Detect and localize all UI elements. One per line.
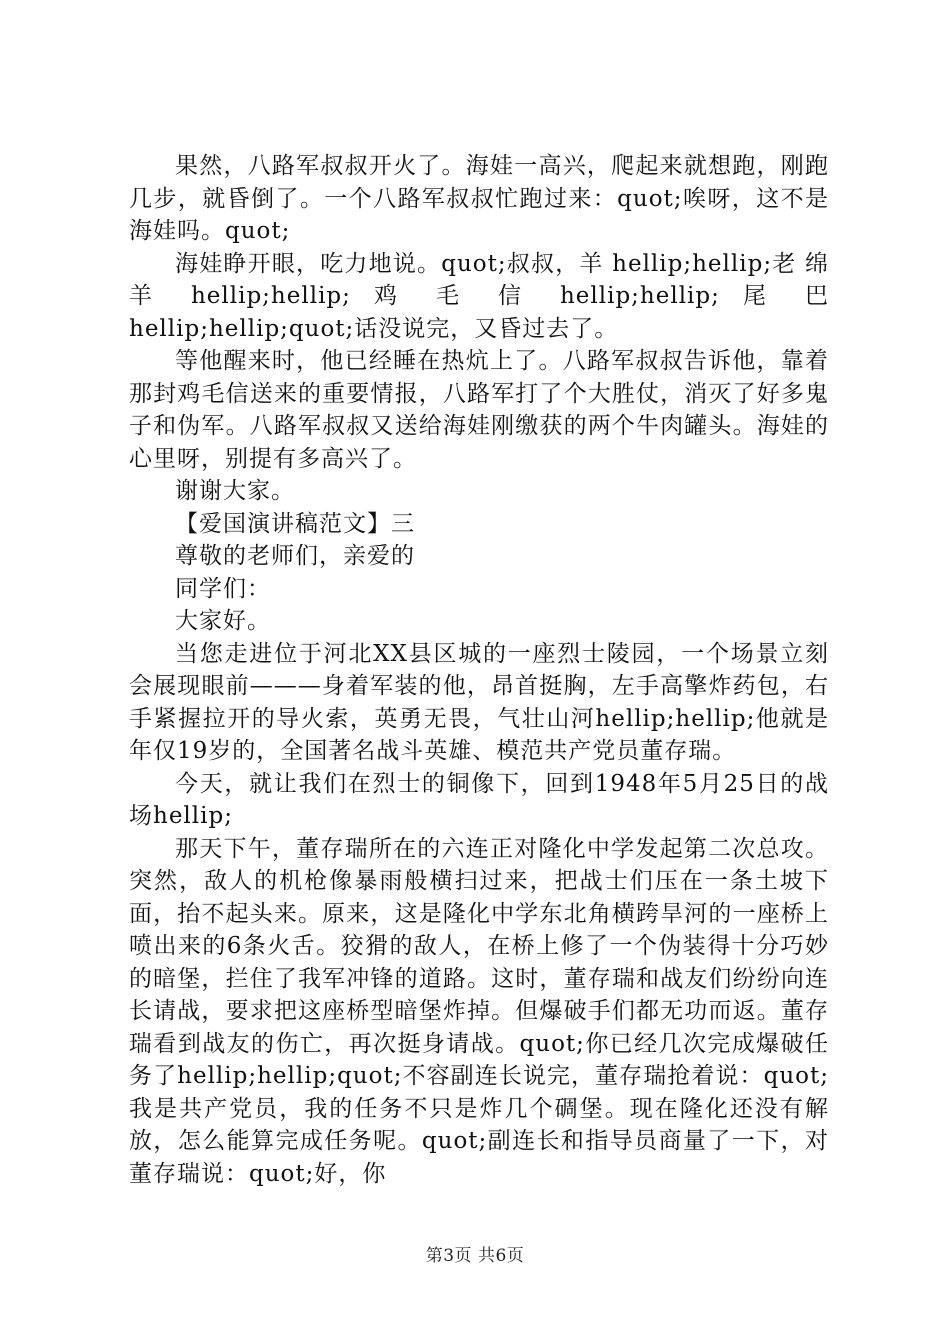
paragraph-1: 果然，八路军叔叔开火了。海娃一高兴，爬起来就想跑，刚跑几步，就昏倒了。一个八路军叔叔忙跑过来：quot;唉呀，这不是海娃吗。quot; xyxy=(129,153,829,244)
page-number-footer: 第3页 共6页 xyxy=(425,1246,525,1266)
paragraph-intro: 当您走进位于河北XX县区城的一座烈士陵园，一个场景立刻会展现眼前———身着军装的他，昂首挺胸，左手高擎炸药包，右手紧握拉开的导火索，英勇无畏，气壮山河hellip;hellip;他就是年仅19岁的，全国著名战斗英雄、模范共产党员董存瑞。 xyxy=(129,640,829,764)
salutation-line-2: 同学们： xyxy=(175,575,271,602)
paragraph-2: 海娃睁开眼，吃力地说。quot;叔叔，羊 hellip;hellip;老 绵 羊 hellip;hellip; 鸡 毛 信 hellip;hellip; 尾 巴 hellip;hellip;quot;话没说完，又昏过去了。 xyxy=(129,250,829,342)
document-body xyxy=(129,150,829,1190)
section-heading: 【爱国演讲稿范文】三 xyxy=(175,510,415,537)
paragraph-today: 今天，就让我们在烈士的铜像下，回到1948年5月25日的战场hellip; xyxy=(129,770,829,829)
paragraph-3: 等他醒来时，他已经睡在热炕上了。八路军叔叔告诉他，靠着那封鸡毛信送来的重要情报，八路军打了个大胜仗，消灭了好多鬼子和伪军。八路军叔叔又送给海娃刚缴获的两个牛肉罐头。海娃的心里呀，别提有多高兴了。 xyxy=(129,348,829,472)
greeting: 大家好。 xyxy=(175,608,271,634)
paragraph-battle: 那天下午，董存瑞所在的六连正对隆化中学发起第二次总攻。突然，敌人的机枪像暴雨般横扫过来，把战士们压在一条土坡下面，抬不起头来。原来，这是隆化中学东北角横跨旱河的一座桥上喷出来的6条火舌。狡猾的敌人，在桥上修了一个伪装得十分巧妙的暗堡，拦住了我军冲锋的道路。这时，董存瑞和战友们纷纷向连长请战，要求把这座桥型暗堡炸掉。但爆破手们都无功而返。董存瑞看到战友的伤亡，再次挺身请战。quot;你已经几次完成爆破任务了hellip;hellip;quot;不容副连长说完，董存瑞抢着说：quot;我是共产党员，我的任务不只是炸几个碉堡。现在隆化还没有解放，怎么能算完成任务呢。quot;副连长和指导员商量了一下，对董存瑞说：quot;好，你 xyxy=(129,835,829,1187)
salutation-line-1: 尊敬的老师们，亲爱的 xyxy=(175,543,415,569)
paragraph-thanks: 谢谢大家。 xyxy=(175,478,295,504)
